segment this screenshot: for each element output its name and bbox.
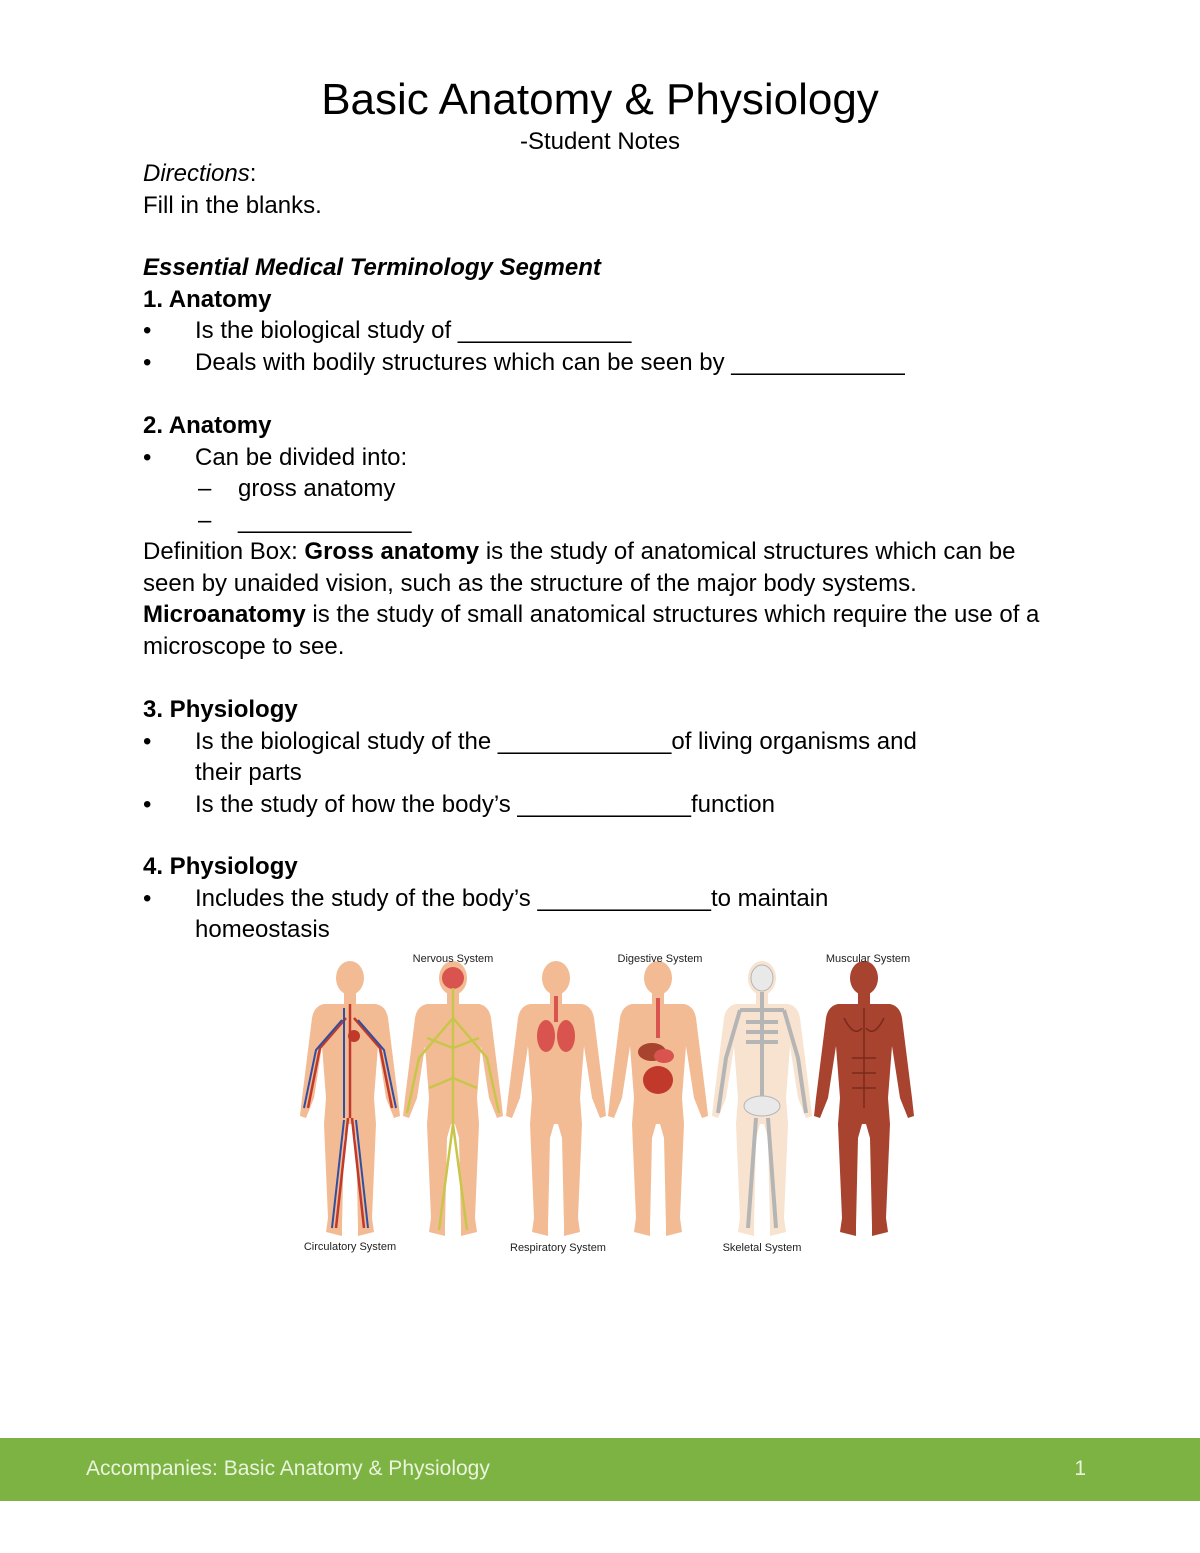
circulatory-figure <box>300 961 400 1236</box>
list-item-continued: their parts <box>195 759 302 786</box>
directions-text: Fill in the blanks. <box>143 191 322 219</box>
section-heading: 3. Physiology <box>143 696 298 723</box>
section-2-block <box>143 410 412 536</box>
page-subtitle: -Student Notes <box>519 128 681 155</box>
bullet-marker: • <box>143 348 152 376</box>
list-item: • Is the biological study of _____________ <box>143 315 905 347</box>
list-item-continued: homeostasis <box>195 916 330 943</box>
list-item: • Includes the study of the body’s _____________to maintain <box>143 883 828 915</box>
label-circulatory-system: Circulatory System <box>303 1241 397 1253</box>
label-nervous-system: Nervous System <box>412 953 494 965</box>
page-footer <box>0 1438 1200 1501</box>
segment-block <box>143 252 905 378</box>
bullet-marker: • <box>143 317 152 344</box>
list-item: • Deals with bodily structures which can be seen by _____________ <box>143 347 905 379</box>
directions-label: Directions <box>143 160 250 187</box>
section-heading: 1. Anatomy <box>143 285 272 313</box>
body-systems-illustration <box>298 948 920 1258</box>
digestive-figure <box>608 961 708 1236</box>
dash-marker: – <box>198 475 212 502</box>
sub-list-item: – _____________ <box>143 505 412 537</box>
term-microanatomy: Microanatomy <box>143 601 306 628</box>
bullet-marker: • <box>143 884 152 912</box>
body-systems-svg <box>298 948 920 1258</box>
sub-list-item: – gross anatomy <box>143 473 412 505</box>
term-gross-anatomy: Gross anatomy <box>304 538 480 565</box>
nervous-figure <box>403 961 503 1236</box>
list-item: • Can be divided into: <box>143 442 412 474</box>
dash-marker: – <box>198 506 212 534</box>
directions-block <box>143 158 322 221</box>
muscular-figure <box>814 961 914 1236</box>
section-heading: 2. Anatomy <box>143 412 272 439</box>
bullet-marker: • <box>143 727 152 755</box>
section-heading: 4. Physiology <box>143 853 298 880</box>
page-number: 1 <box>1074 1457 1086 1480</box>
label-digestive-system: Digestive System <box>617 953 703 965</box>
label-muscular-system: Muscular System <box>825 953 911 965</box>
section-4-block <box>143 851 828 946</box>
definition-box: Definition Box: Gross anatomy is the study of anatomical structures which can be seen by unaided vision, such as the structure of the major body systems. Microanatomy is the study of small anatomical structures which require the use of a microscope to see. <box>143 538 1040 660</box>
directions-colon: : <box>249 160 257 187</box>
bullet-marker: • <box>143 443 152 471</box>
bullet-marker: • <box>143 790 152 818</box>
segment-title: Essential Medical Terminology Segment <box>143 254 601 281</box>
footer-text: Accompanies: Basic Anatomy & Physiology <box>86 1457 490 1480</box>
respiratory-figure <box>506 961 606 1236</box>
label-respiratory-system: Respiratory System <box>510 1242 606 1254</box>
list-item: • Is the study of how the body’s _____________function <box>143 789 917 821</box>
skeletal-figure <box>712 961 812 1236</box>
list-item: • Is the biological study of the _____________of living organisms and <box>143 726 917 758</box>
section-3-block <box>143 694 917 820</box>
label-skeletal-system: Skeletal System <box>722 1242 802 1254</box>
page-title: Basic Anatomy & Physiology <box>321 75 879 124</box>
